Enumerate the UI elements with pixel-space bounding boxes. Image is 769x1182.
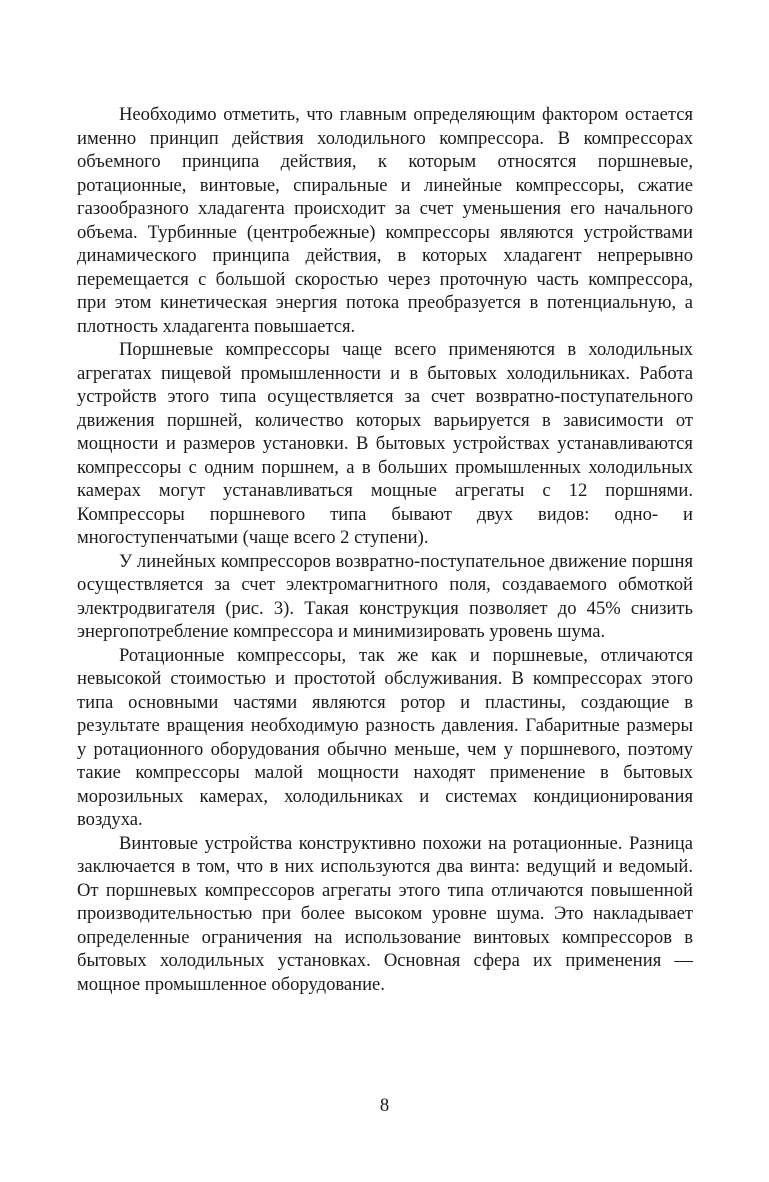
page-body (77, 103, 693, 996)
paragraph-linear-compressors: У линейных компрессоров возвратно-поступательное движение поршня осуществляется за счет электромагнитного поля, создаваемого обмоткой электродвигателя (рис. 3). Такая конструкция позволяет до 45% снизить энергопотребление компрессора и минимизировать уровень шума. (77, 550, 693, 642)
paragraph-screw-compressors: Винтовые устройства конструктивно похожи на ротационные. Разница заключается в том, что в них используются два винта: ведущий и ведомый. От поршневых компрессоров агрегаты этого типа отличаются повышенной производительностью при более высоком уровне шума. Это накладывает определенные ограничения на использование винтовых компрессоров в бытовых холодильных установках. Основная сфера их применения — мощное промышленное оборудование. (77, 832, 693, 995)
paragraph-piston-compressors: Поршневые компрессоры чаще всего применяются в холодильных агрегатах пищевой промышленности и в бытовых холодильниках. Работа устройств этого типа осуществляется за счет возвратно-поступательного движения поршней, количество которых варьируется в зависимости от мощности и размеров установки. В бытовых устройствах устанавливаются компрессоры с одним поршнем, а в больших промышленных холодильных камерах могут устанавливаться мощные агрегаты с 12 поршнями. Компрессоры поршневого типа бывают двух видов: одно- и многоступенчатыми (чаще всего 2 ступени). (77, 339, 693, 548)
paragraph-compressor-principle: Необходимо отметить, что главным определяющим фактором остается именно принцип действия холодильного компрессора. В компрессорах объемного принципа действия, к которым относятся поршневые, ротационные, винтовые, спиральные и линейные компрессоры, сжатие газообразного хладагента происходит за счет уменьшения его начального объема. Турбинные (центробежные) компрессоры являются устройствами динамического принципа действия, в которых хладагент непрерывно перемещается с большой скоростью через проточную часть компрессора, при этом кинетическая энергия потока преобразуется в потенциальную, а плотность хладагента повышается. (77, 104, 693, 337)
page-number: 8 (379, 1095, 390, 1116)
paragraph-rotary-compressors: Ротационные компрессоры, так же как и поршневые, отличаются невысокой стоимостью и простотой обслуживания. В компрессорах этого типа основными частями являются ротор и пластины, создающие в результате вращения необходимую разность давления. Габаритные размеры у ротационного оборудования обычно меньше, чем у поршневого, поэтому такие компрессоры малой мощности находят применение в бытовых морозильных камерах, холодильниках и системах кондиционирования воздуха. (77, 644, 693, 830)
